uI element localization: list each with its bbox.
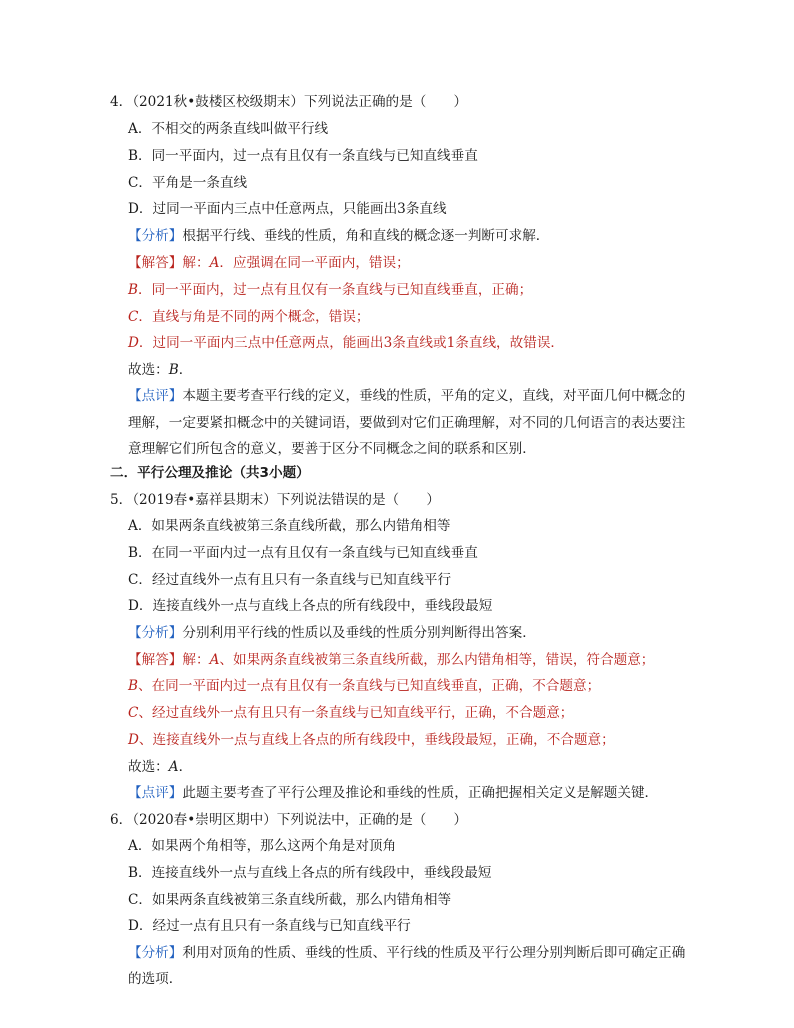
answer-text: ．应强调在同一平面内，错误； <box>219 255 410 271</box>
q4-option-a: A．不相交的两条直线叫做平行线 <box>128 121 329 137</box>
analysis-tag: 【分析】 <box>128 625 183 641</box>
q4-choice <box>128 360 192 380</box>
answer-text: 、经过直线外一点有且只有一条直线与已知直线平行，正确，不合题意； <box>138 705 574 721</box>
answer-text: ．直线与角是不同的两个概念，错误； <box>138 309 370 325</box>
answer-letter: C <box>128 309 139 325</box>
comment-text: 本题主要考查平行线的定义，垂线的性质，平角的定义，直线，对平面几何中概念的 <box>182 388 686 404</box>
q5-option-c: C．经过直线外一点有且只有一条直线与已知直线平行 <box>128 572 452 588</box>
q4-comment-line-1 <box>128 386 685 406</box>
q5-stem: 5．（2019春•嘉祥县期末）下列说法错误的是（ ） <box>110 492 440 508</box>
q6-option-d: D．经过一点有且只有一条直线与已知直线平行 <box>128 918 411 934</box>
q5-analysis <box>128 623 536 643</box>
answer-lead: 解： <box>182 652 210 668</box>
answer-tag: 【解答】 <box>128 652 183 668</box>
q4-option-d: D．过同一平面内三点中任意两点，只能画出3条直线 <box>128 201 447 217</box>
q5-option-d: D．连接直线外一点与直线上各点的所有线段中，垂线段最短 <box>128 598 493 614</box>
analysis-tag: 【分析】 <box>128 945 183 961</box>
q5-choice <box>128 757 192 777</box>
q5-answer-line-4 <box>128 730 615 750</box>
choice-end: ． <box>178 759 193 775</box>
comment-tag: 【点评】 <box>128 388 183 404</box>
q4-option-c: C．平角是一条直线 <box>128 175 248 191</box>
analysis-text: 利用对顶角的性质、垂线的性质、平行线的性质及平行公理分别判断后即可确定正确 <box>182 945 686 961</box>
answer-text: ．过同一平面内三点中任意两点，能画出3条直线或1条直线，故错误． <box>138 335 565 351</box>
answer-text: 、如果两条直线被第三条直线所截，那么内错角相等，错误，符合题意； <box>219 652 655 668</box>
choice-letter: B <box>168 362 179 378</box>
answer-text: ．同一平面内，过一点有且仅有一条直线与已知直线垂直，正确； <box>138 282 533 298</box>
analysis-text: 根据平行线、垂线的性质，角和直线的概念逐一判断可求解． <box>182 228 550 244</box>
answer-letter: A <box>209 255 220 271</box>
section-heading: 二．平行公理及推论（共3小题） <box>110 465 310 481</box>
q5-option-a: A．如果两条直线被第三条直线所截，那么内错角相等 <box>128 518 451 534</box>
answer-letter: C <box>128 705 139 721</box>
q4-answer-line-3 <box>128 307 370 327</box>
q4-answer-line-4 <box>128 333 564 353</box>
choice-end: ． <box>178 362 193 378</box>
analysis-tag: 【分析】 <box>128 228 183 244</box>
q6-option-a: A．如果两个角相等，那么这两个角是对顶角 <box>128 838 397 854</box>
choice-lead: 故选： <box>128 362 169 378</box>
analysis-text: 分别利用平行线的性质以及垂线的性质分别判断得出答案． <box>182 625 536 641</box>
choice-lead: 故选： <box>128 759 169 775</box>
q6-option-c: C．如果两条直线被第三条直线所截，那么内错角相等 <box>128 892 452 908</box>
q5-option-b: B．在同一平面内过一点有且仅有一条直线与已知直线垂直 <box>128 545 478 561</box>
q5-comment <box>128 783 658 803</box>
answer-letter: B <box>128 282 138 298</box>
answer-letter: D <box>128 335 139 351</box>
q6-option-b: B．连接直线外一点与直线上各点的所有线段中，垂线段最短 <box>128 865 492 881</box>
q5-answer-line-3 <box>128 703 573 723</box>
q6-analysis-line-1 <box>128 943 685 963</box>
q6-stem: 6．（2020春•崇明区期中）下列说法中，正确的是（ ） <box>110 812 468 828</box>
q6-analysis-line-2: 的选项． <box>128 971 183 987</box>
answer-text: 、连接直线外一点与直线上各点的所有线段中，垂线段最短，正确，不合题意； <box>138 732 615 748</box>
choice-letter: A <box>168 759 179 775</box>
answer-lead: 解： <box>182 255 210 271</box>
q5-answer-line-1 <box>128 650 654 670</box>
q5-answer-line-2 <box>128 676 600 696</box>
answer-letter: B <box>128 678 138 694</box>
q4-analysis <box>128 226 549 246</box>
q4-option-b: B．同一平面内，过一点有且仅有一条直线与已知直线垂直 <box>128 148 478 164</box>
answer-letter: A <box>209 652 220 668</box>
q4-stem: 4．（2021秋•鼓楼区校级期末）下列说法正确的是（ ） <box>110 94 468 110</box>
q4-answer-line-2 <box>128 280 532 300</box>
comment-text: 此题主要考查了平行公理及推论和垂线的性质，正确把握相关定义是解题关键． <box>182 785 659 801</box>
comment-tag: 【点评】 <box>128 785 183 801</box>
q4-comment-line-2: 理解，一定要紧扣概念中的关键词语，要做到对它们正确理解，对不同的几何语言的表达要注 <box>128 415 686 431</box>
answer-letter: D <box>128 732 139 748</box>
answer-tag: 【解答】 <box>128 255 183 271</box>
answer-text: 、在同一平面内过一点有且仅有一条直线与已知直线垂直，正确，不合题意； <box>138 678 601 694</box>
q4-answer-line-1 <box>128 253 410 273</box>
q4-comment-line-3: 意理解它们所包含的意义，要善于区分不同概念之间的联系和区别． <box>128 441 536 457</box>
